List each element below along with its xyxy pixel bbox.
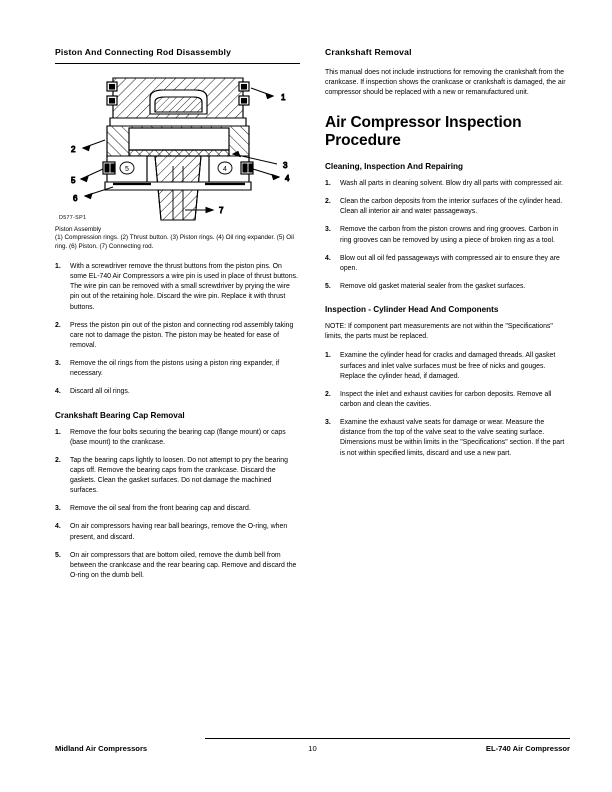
step-number: 1. xyxy=(55,428,61,436)
step-text: On air compressors that are bottom oiled, remove the dumb bell from between the crankcase and the rear bearing cap. Remove and discard the O-ring on the dumb bell. xyxy=(70,551,297,580)
svg-text:4: 4 xyxy=(223,165,227,173)
footer-rule xyxy=(205,738,570,739)
svg-text:1: 1 xyxy=(281,92,286,102)
crankshaft-bearing-cap-removal-steps xyxy=(55,428,300,582)
right-column xyxy=(325,48,570,468)
list-item xyxy=(325,390,570,410)
step-number: 3. xyxy=(325,419,331,427)
list-item xyxy=(325,418,570,459)
piston-disassembly-heading: Piston And Connecting Rod Disassembly xyxy=(55,47,232,57)
svg-text:5: 5 xyxy=(71,175,76,185)
list-item xyxy=(55,321,300,351)
footer-publisher: Midland Air Compressors xyxy=(55,744,148,753)
list-item xyxy=(55,387,300,397)
figure-id-label: D577-SP1 xyxy=(59,214,87,221)
list-item xyxy=(55,551,300,581)
step-number: 1. xyxy=(325,180,331,188)
figure-caption-title: Piston Assembly xyxy=(55,225,102,233)
crankshaft-removal-paragraph: This manual does not include instructions for removing the crankshaft from the crankcase. If inspection shows the crankcase or crankshaft is damaged, the air compressor should be replaced with a new or remanufactured unit. xyxy=(325,68,566,97)
inspection-steps xyxy=(325,351,570,458)
list-item xyxy=(55,504,300,514)
crankshaft-bearing-cap-removal-heading: Crankshaft Bearing Cap Removal xyxy=(55,410,185,420)
list-item xyxy=(325,351,570,381)
step-number: 1. xyxy=(325,352,331,360)
step-number: 4. xyxy=(325,254,331,262)
crankshaft-removal-heading: Crankshaft Removal xyxy=(325,47,412,57)
step-text: Remove the four bolts securing the bearing cap (flange mount) or caps (base mount) to the crankcase. xyxy=(70,428,286,446)
step-text: Wash all parts in cleaning solvent. Blow dry all parts with compressed air. xyxy=(340,180,564,188)
piston-assembly-figure xyxy=(55,70,300,222)
left-column xyxy=(55,48,300,590)
list-item xyxy=(325,282,570,292)
cleaning-inspection-repairing-heading: Cleaning, Inspection And Repairing xyxy=(325,162,463,172)
step-text: Inspect the inlet and exhaust cavities for carbon deposits. Remove all carbon and clean the cavities. xyxy=(340,390,552,408)
step-number: 2. xyxy=(55,456,61,464)
svg-text:7: 7 xyxy=(219,205,224,215)
step-number: 2. xyxy=(325,198,331,206)
step-text: Examine the exhaust valve seats for damage or wear. Measure the distance from the top of the valve seat to the valve seating surface. Dimensions must be within limits in the "Specifications" section. If the part is not within specified limits, discard and use a new part. xyxy=(340,419,565,457)
step-number: 4. xyxy=(55,523,61,531)
step-text: Clean the carbon deposits from the interior surfaces of the cylinder head. Clean all interior air and water passageways. xyxy=(340,198,563,216)
page-footer xyxy=(55,744,570,760)
step-number: 5. xyxy=(325,283,331,290)
page-title: Air Compressor Inspection Procedure xyxy=(325,114,522,149)
figure-caption xyxy=(55,226,300,251)
svg-text:6: 6 xyxy=(73,193,78,203)
step-number: 1. xyxy=(55,262,61,270)
list-item xyxy=(325,225,570,245)
step-number: 4. xyxy=(55,388,61,396)
list-item xyxy=(325,179,570,189)
svg-text:4: 4 xyxy=(285,173,290,183)
inspection-note: NOTE: If component part measurements are not within the "Specifications" limits, the parts must be replaced. xyxy=(325,323,553,341)
step-text: Remove the oil rings from the pistons using a piston ring expander, if necessary. xyxy=(70,360,280,378)
step-text: On air compressors having rear ball bearings, remove the O-ring, when present, and discard. xyxy=(70,523,288,541)
step-text: Press the piston pin out of the piston and connecting rod assembly taking care not to damage the piston. The piston may be heated for ease of removal. xyxy=(70,321,294,349)
page-number: 10 xyxy=(308,744,317,753)
step-text: Blow out all oil fed passageways with compressed air to ensure they are open. xyxy=(340,254,560,272)
step-number: 3. xyxy=(55,360,61,368)
svg-text:5: 5 xyxy=(125,165,129,173)
step-number: 2. xyxy=(325,390,331,398)
step-number: 5. xyxy=(55,551,61,559)
list-item xyxy=(55,428,300,448)
step-text: Examine the cylinder head for cracks and damaged threads. All gasket surfaces and inlet valve surfaces must be free of nicks and gouges. Replace the cylinder head, if damaged. xyxy=(340,352,556,380)
inspection-cylinder-head-heading: Inspection - Cylinder Head And Components xyxy=(325,305,499,315)
footer-content xyxy=(55,744,570,753)
step-text: Discard all oil rings. xyxy=(70,388,130,396)
step-number: 2. xyxy=(55,321,61,329)
piston-disassembly-steps xyxy=(55,262,300,398)
step-text: With a screwdriver remove the thrust buttons from the piston pins. On some EL-740 Air Compressors a wire pin is used in place of thrust buttons. The wire pin can be removed with a small screwdriver by prying the wire pin out of the retaining hole. Discard the wire pin. Replace it with thrust buttons. xyxy=(70,262,298,311)
piston-cross-section-diagram xyxy=(55,70,300,222)
cleaning-steps xyxy=(325,179,570,292)
step-text: Tap the bearing caps lightly to loosen. Do not attempt to pry the bearing caps off. Remove the bearing caps from the crankcase. Discard the gaskets. Clean the gasket surfaces. Do not damage the machined surfaces. xyxy=(70,456,288,495)
list-item xyxy=(325,197,570,217)
step-number: 3. xyxy=(325,226,331,234)
step-text: Remove the oil seal from the front bearing cap and discard. xyxy=(70,505,251,513)
svg-text:2: 2 xyxy=(71,144,76,154)
svg-text:3: 3 xyxy=(283,160,288,170)
list-item xyxy=(55,522,300,542)
footer-manual-title: EL-740 Air Compressor xyxy=(485,744,570,753)
step-number: 3. xyxy=(55,505,61,513)
list-item xyxy=(55,262,300,313)
step-text: Remove the carbon from the piston crowns and ring grooves. Carbon in ring grooves can be removed by using a piece of broken ring as a tool. xyxy=(340,226,559,244)
list-item xyxy=(325,254,570,274)
step-text: Remove old gasket material sealer from the gasket surfaces. xyxy=(340,283,526,290)
figure-caption-legend: (1) Compression rings. (2) Thrust button. (3) Piston rings. (4) Oil ring expander. (5) Oil ring. (6) Piston. (7) Connecting rod. xyxy=(55,234,294,250)
list-item xyxy=(55,359,300,379)
heading-rule xyxy=(55,63,300,64)
list-item xyxy=(55,456,300,497)
